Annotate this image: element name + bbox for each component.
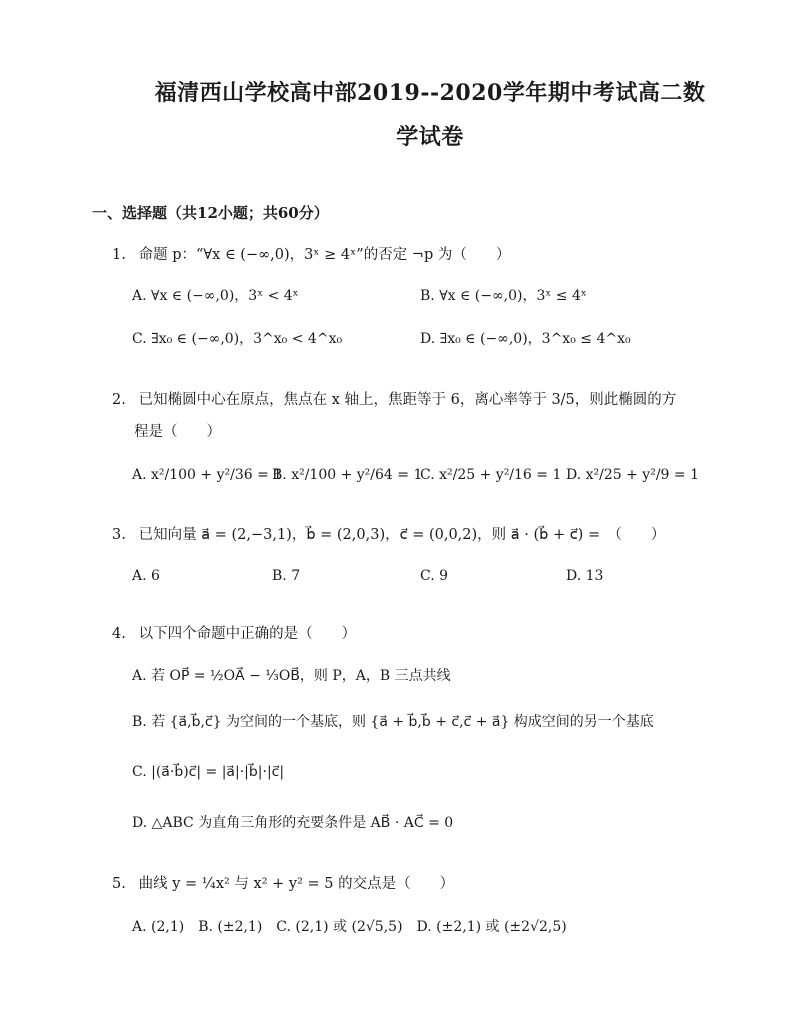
q3-option-d[interactable]: D. 13 bbox=[566, 568, 604, 584]
question-3 bbox=[112, 524, 665, 546]
question-2 bbox=[112, 389, 676, 411]
question-stem: 曲线 y = ¼x² 与 x² + y² = 5 的交点是（ ） bbox=[138, 876, 455, 892]
q2-option-a[interactable]: A. x²/100 + y²/36 = 1 bbox=[132, 467, 283, 483]
question-number: 4. bbox=[112, 626, 126, 642]
q4-option-d[interactable]: D. △ABC 为直角三角形的充要条件是 AB⃗ · AC⃗ = 0 bbox=[132, 815, 454, 831]
question-number: 3. bbox=[112, 527, 126, 543]
exam-title-line2: 学试卷 bbox=[396, 124, 464, 150]
q4-option-a[interactable]: A. 若 OP⃗ = ½OA⃗ − ⅓OB⃗，则 P，A，B 三点共线 bbox=[132, 668, 451, 684]
question-4 bbox=[112, 623, 356, 645]
question-5 bbox=[112, 873, 454, 895]
question-number: 5. bbox=[112, 876, 126, 892]
question-stem: 已知向量 a⃗ = (2,−3,1)，b⃗ = (2,0,3)，c⃗ = (0,0,2)，则 a⃗ · (b⃗ + c⃗) = （ ） bbox=[138, 527, 666, 543]
q1-option-d[interactable]: D. ∃x₀ ∈ (−∞,0)，3^x₀ ≤ 4^x₀ bbox=[420, 331, 631, 347]
question-stem: 以下四个命题中正确的是（ ） bbox=[138, 626, 357, 642]
question-stem-line1: 已知椭圆中心在原点，焦点在 x 轴上，焦距等于 6，离心率等于 3/5，则此椭圆的方 bbox=[138, 392, 677, 408]
q3-option-b[interactable]: B. 7 bbox=[272, 568, 301, 584]
q1-option-c[interactable]: C. ∃x₀ ∈ (−∞,0)，3^x₀ < 4^x₀ bbox=[132, 331, 343, 347]
question-stem: 命题 p：“∀x ∈ (−∞,0)，3ˣ ≥ 4ˣ”的否定 ¬p 为（ ） bbox=[138, 247, 511, 263]
question-1 bbox=[112, 244, 510, 266]
q2-option-d[interactable]: D. x²/25 + y²/9 = 1 bbox=[566, 467, 699, 483]
question-stem-line2: 程是（ ） bbox=[134, 424, 221, 440]
q3-option-a[interactable]: A. 6 bbox=[132, 568, 160, 584]
q1-option-a[interactable]: A. ∀x ∈ (−∞,0)，3ˣ < 4ˣ bbox=[132, 288, 299, 304]
q2-option-c[interactable]: C. x²/25 + y²/16 = 1 bbox=[420, 467, 562, 483]
section-heading: 一、选择题（共12小题；共60分） bbox=[92, 204, 329, 222]
q1-option-b[interactable]: B. ∀x ∈ (−∞,0)，3ˣ ≤ 4ˣ bbox=[420, 288, 587, 304]
q2-option-b[interactable]: B. x²/100 + y²/64 = 1 bbox=[272, 467, 423, 483]
question-number: 1. bbox=[112, 247, 126, 263]
exam-title-line1: 福清西山学校高中部2019--2020学年期中考试高二数 bbox=[154, 80, 706, 106]
q3-option-c[interactable]: C. 9 bbox=[420, 568, 449, 584]
question-number: 2. bbox=[112, 392, 126, 408]
q4-option-b[interactable]: B. 若 {a⃗,b⃗,c⃗} 为空间的一个基底，则 {a⃗ + b⃗,b⃗ + c⃗,c⃗ + a⃗} 构成空间的另一个基底 bbox=[132, 714, 654, 730]
q5-options[interactable]: A. (2,1) B. (±2,1) C. (2,1) 或 (2√5,5) D. (±2,1) 或 (±2√2,5) bbox=[132, 919, 567, 935]
q4-option-c[interactable]: C. |(a⃗·b⃗)c⃗| = |a⃗|·|b⃗|·|c⃗| bbox=[132, 764, 285, 780]
